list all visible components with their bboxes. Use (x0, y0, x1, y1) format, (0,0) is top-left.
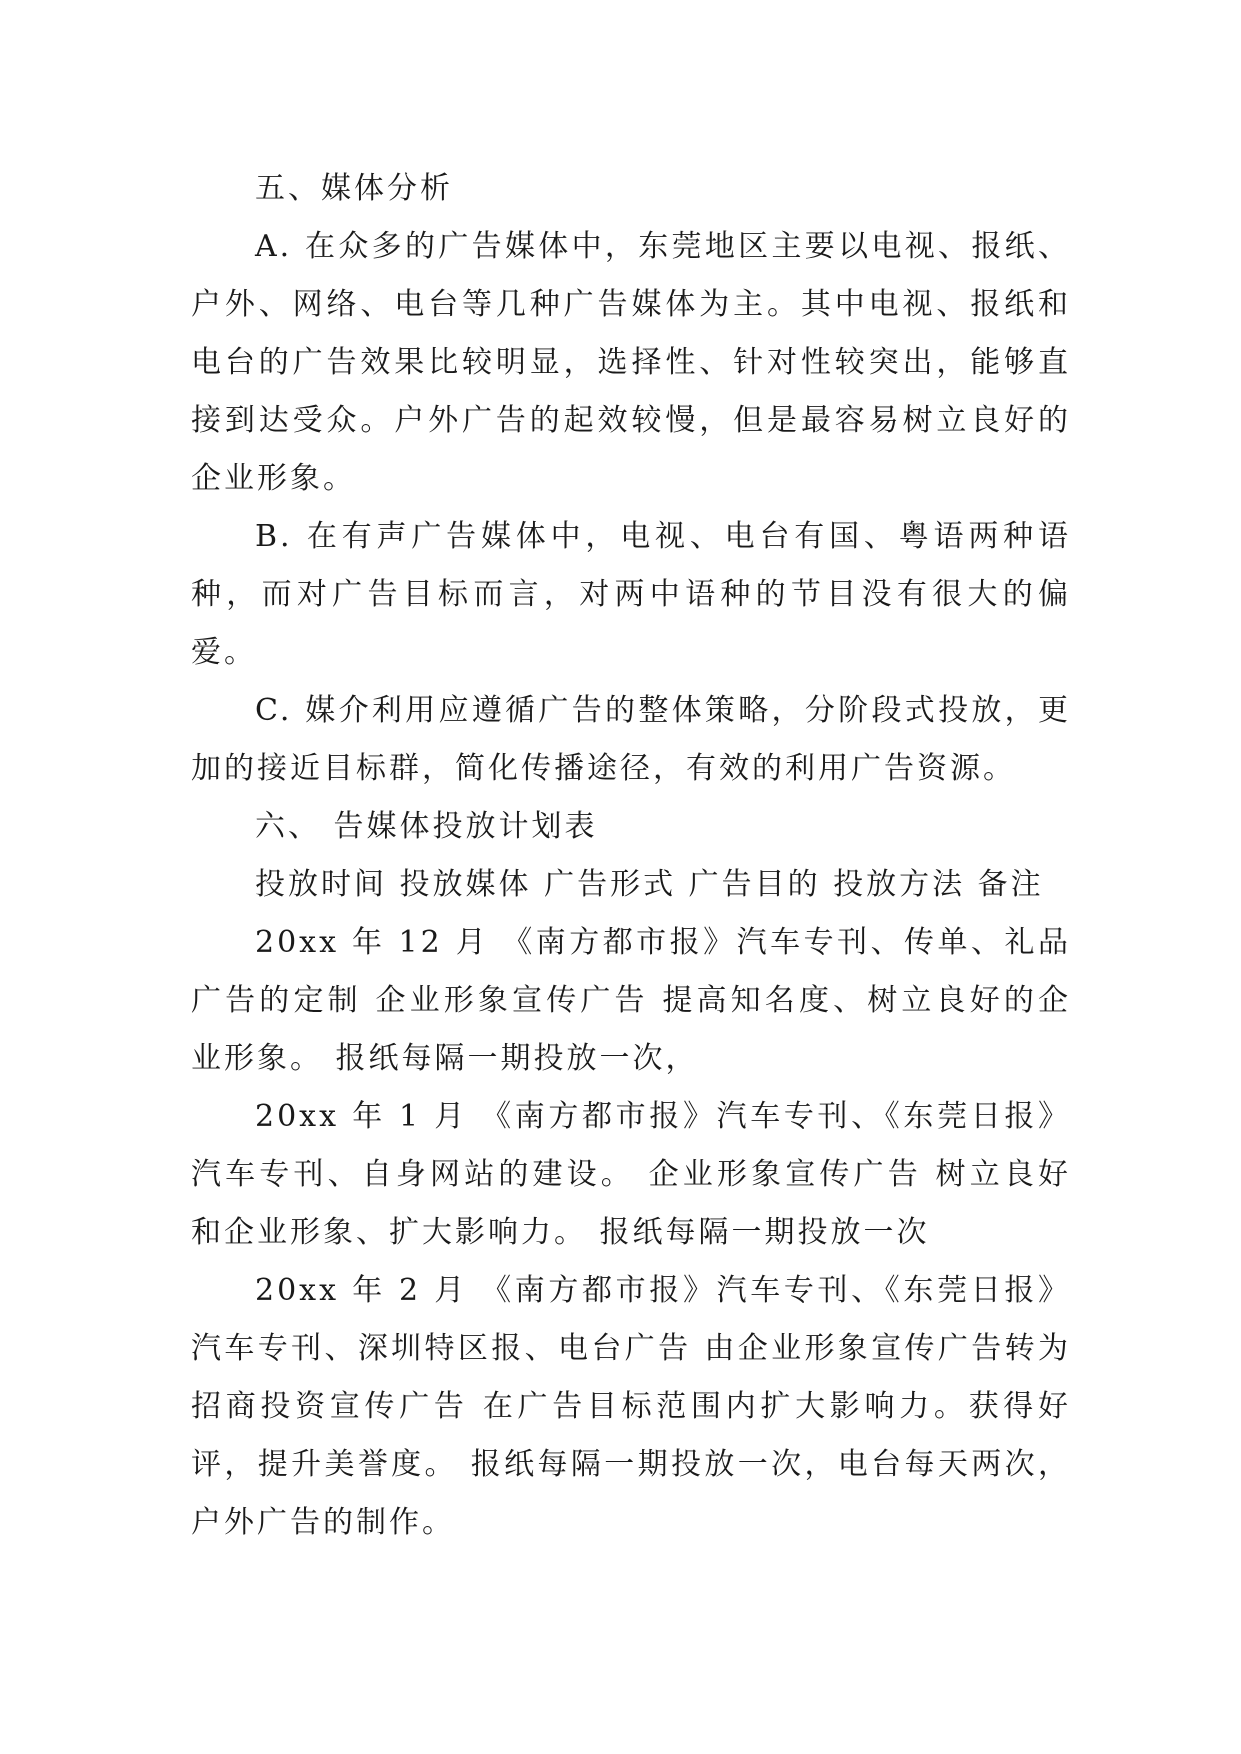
paragraph-b: B. 在有声广告媒体中，电视、电台有国、粤语两种语种，而对广告目标而言，对两中语种的节目没有很大的偏爱。 (191, 519, 1071, 670)
plan-row-january: 20xx 年 1 月 《南方都市报》汽车专刊、《东莞日报》汽车专刊、自身网站的建设。 企业形象宣传广告 树立良好和企业形象、扩大影响力。 报纸每隔一期投放一次 (191, 1099, 1071, 1250)
section-heading-media-plan: 六、 告媒体投放计划表 (255, 809, 598, 844)
plan-table-header: 投放时间 投放媒体 广告形式 广告目的 投放方法 备注 (255, 867, 1044, 902)
plan-row-february: 20xx 年 2 月 《南方都市报》汽车专刊、《东莞日报》汽车专刊、深圳特区报、电台广告 由企业形象宣传广告转为招商投资宣传广告 在广告目标范围内扩大影响力。获得好评，提升美誉度。 报纸每隔一期投放一次，电台每天两次，户外广告的制作。 (191, 1273, 1071, 1540)
paragraph-c: C. 媒介利用应遵循广告的整体策略，分阶段式投放，更加的接近目标群，简化传播途径，有效的利用广告资源。 (191, 693, 1071, 786)
plan-row-december: 20xx 年 12 月 《南方都市报》汽车专刊、传单、礼品广告的定制 企业形象宣传广告 提高知名度、树立良好的企业形象。 报纸每隔一期投放一次， (191, 925, 1071, 1076)
document-body (191, 160, 1071, 1552)
paragraph-a: A. 在众多的广告媒体中，东莞地区主要以电视、报纸、户外、网络、电台等几种广告媒体为主。其中电视、报纸和电台的广告效果比较明显，选择性、针对性较突出，能够直接到达受众。户外广告的起效较慢，但是最容易树立良好的企业形象。 (191, 229, 1071, 496)
section-heading-media-analysis: 五、媒体分析 (255, 171, 453, 206)
